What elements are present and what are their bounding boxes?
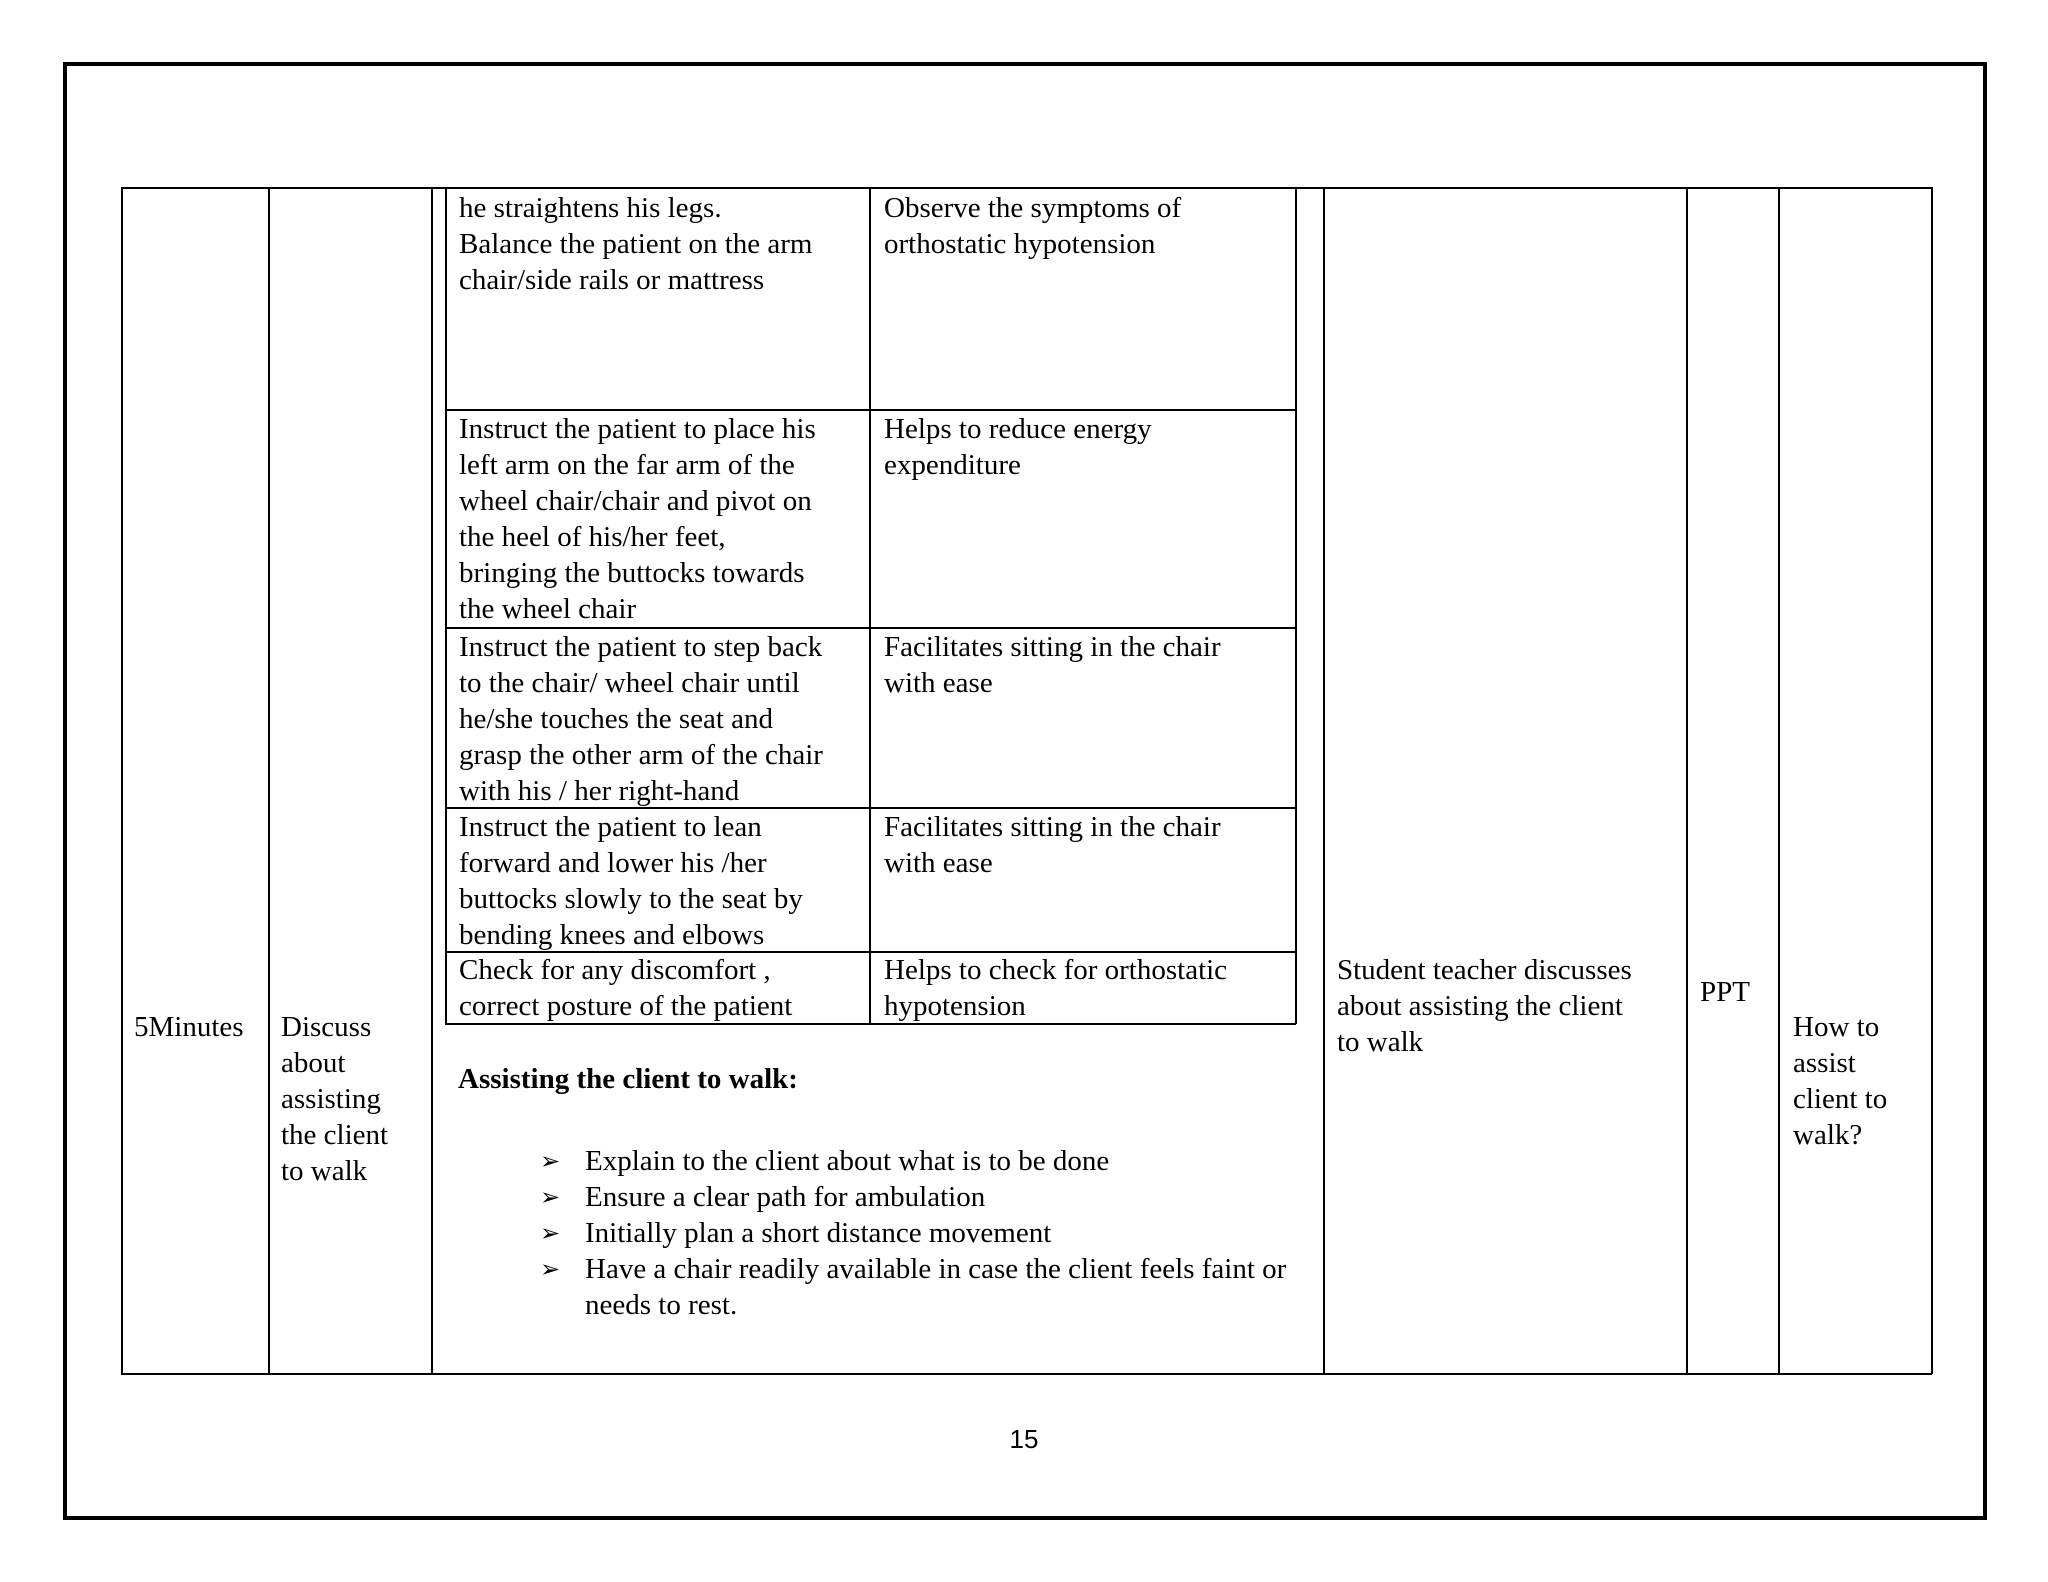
teacher-activity-cell: Student teacher discusses about assisting the client to walk [1337,954,1632,1058]
column-divider [268,187,270,1374]
evaluation-cell: How to assist client to walk? [1793,1011,1888,1151]
subtable-border [445,187,1296,189]
column-divider [1778,187,1780,1374]
av-aid-cell: PPT [1700,976,1750,1008]
arrow-bullet-icon: ➢ [540,1147,561,1175]
duration-cell: 5Minutes [134,1011,244,1043]
page-number: 15 [1009,1424,1039,1454]
step-action: Instruct the patient to lean forward and lower his /her buttocks slowly to the seat by bending knees and elbows [459,811,803,951]
subtable-column-divider [869,187,871,1024]
column-divider [1323,187,1325,1374]
walk-section-heading: Assisting the client to walk: [458,1063,798,1095]
list-item: ➢ Ensure a clear path for ambulation [540,1181,986,1213]
table-bottom-border [121,1373,1932,1375]
step-rationale: Helps to reduce energy expenditure [884,413,1152,481]
step-rationale: Facilitates sitting in the chair with ease [884,631,1221,699]
arrow-bullet-icon: ➢ [540,1255,561,1283]
step-rationale: Helps to check for orthostatic hypotension [884,954,1228,1022]
arrow-bullet-icon: ➢ [540,1219,561,1247]
step-action: Instruct the patient to step back to the chair/ wheel chair until he/she touches the seat and grasp the other arm of the chair with his / her right-hand [459,631,823,807]
step-rationale: Facilitates sitting in the chair with ease [884,811,1221,879]
step-action: he straightens his legs. Balance the patient on the arm chair/side rails or mattress [459,192,813,296]
walk-points-list [540,1143,1320,1323]
list-item: ➢ Explain to the client about what is to be done [540,1145,1110,1177]
subtable-border [445,187,447,1024]
arrow-bullet-icon: ➢ [540,1183,561,1211]
list-item: ➢ Have a chair readily available in case the client feels faint or needs to rest. [540,1253,1287,1321]
step-rationale: Observe the symptoms of orthostatic hypotension [884,192,1182,260]
step-action: Instruct the patient to place his left arm on the far arm of the wheel chair/chair and pivot on the heel of his/her feet, bringing the buttocks towards the wheel chair [459,413,816,625]
column-divider [431,187,433,1374]
list-item: ➢ Initially plan a short distance movement [540,1217,1052,1249]
table-right-border [1931,187,1933,1374]
step-action: Check for any discomfort , correct posture of the patient [459,954,793,1022]
column-divider [1686,187,1688,1374]
table-left-border [121,187,123,1374]
objective-cell: Discuss about assisting the client to walk [281,1011,389,1187]
subtable-border [1295,187,1297,1024]
